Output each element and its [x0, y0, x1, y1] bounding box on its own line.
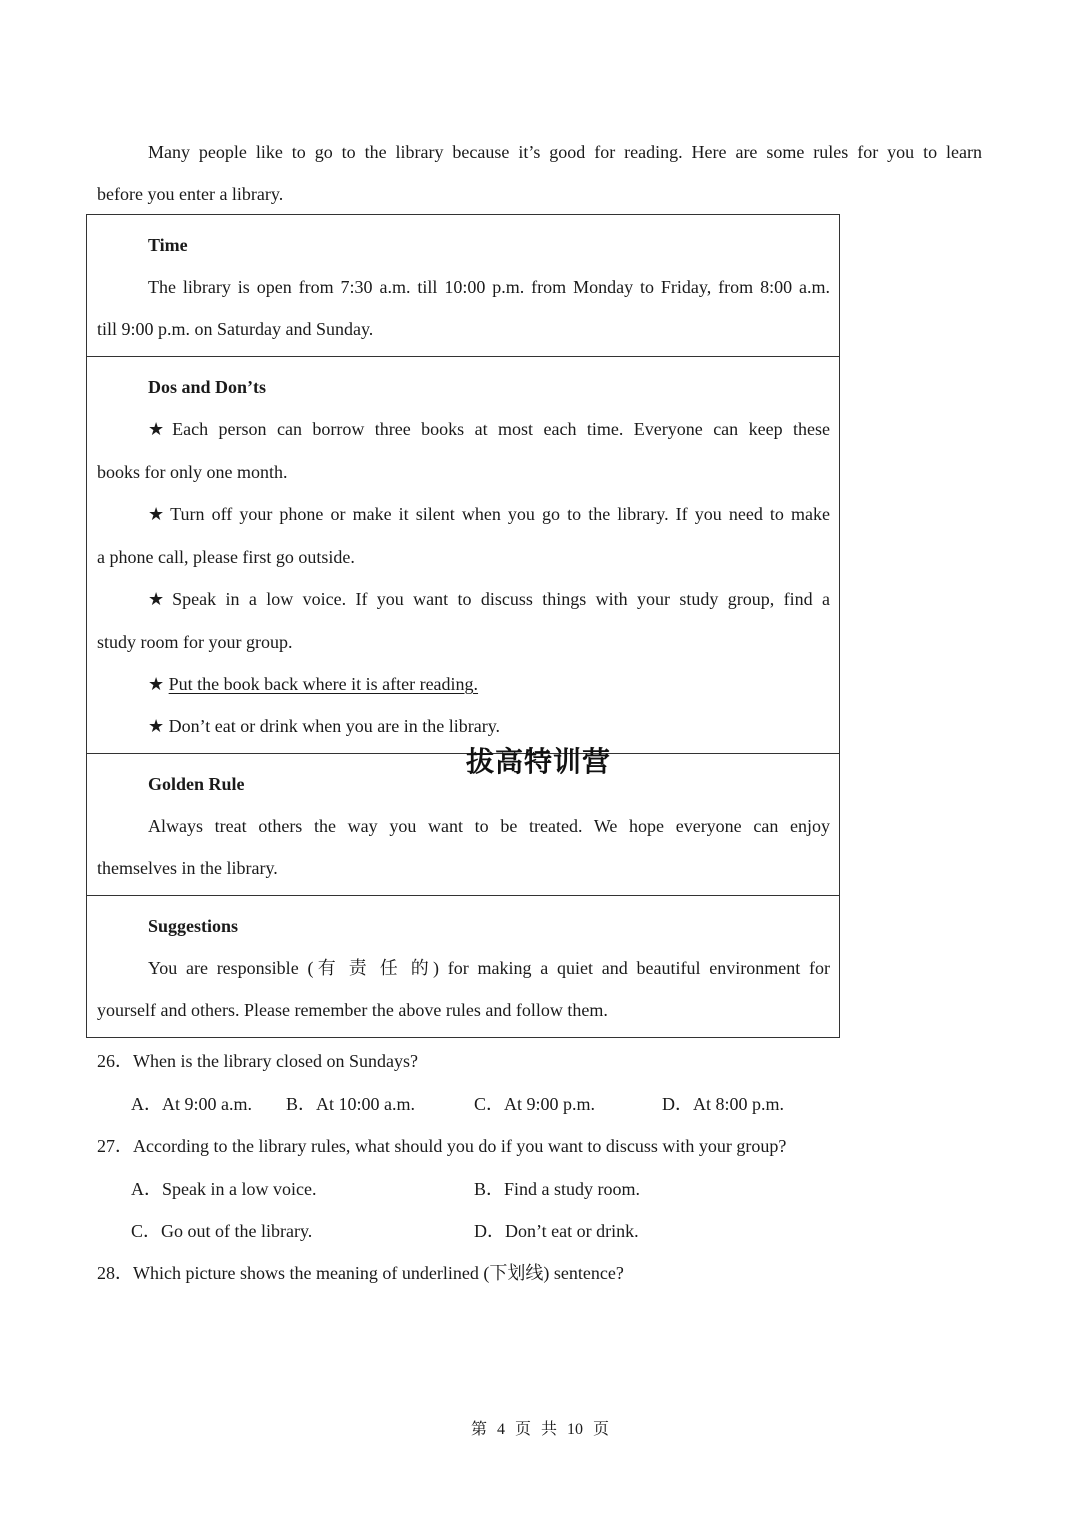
question-text: When is the library closed on Sundays? [133, 1051, 418, 1071]
question-number: 27． [97, 1136, 133, 1156]
q26-option-b[interactable]: B．At 10:00 a.m. [286, 1094, 415, 1114]
rule-5-line [148, 714, 500, 738]
question-28 [97, 1261, 624, 1285]
suggestions-line-2: yourself and others. Please remember the above rules and follow them. [97, 1000, 608, 1020]
golden-rule-line-1: Always treat others the way you want to be treated. We hope everyone can enjoy [148, 816, 830, 836]
rule-2-line-1 [148, 502, 830, 526]
underlined-sentence: Put the book back where it is after reading. [168, 674, 479, 694]
time-heading: Time [148, 235, 188, 255]
watermark-text: 拔高特训营 [466, 745, 612, 778]
star-icon: ★ [148, 589, 165, 609]
question-text: Which picture shows the meaning of underlined (下划线) sentence? [133, 1263, 624, 1283]
q26-option-a[interactable]: A．At 9:00 a.m. [131, 1094, 252, 1114]
question-number: 28． [97, 1263, 133, 1283]
q27-option-a[interactable]: A．Speak in a low voice. [131, 1179, 317, 1199]
q27-option-c[interactable]: C．Go out of the library. [131, 1221, 313, 1241]
time-line-2: till 9:00 p.m. on Saturday and Sunday. [97, 319, 374, 339]
rule-1-line-2: books for only one month. [97, 462, 288, 482]
rule-5-text: Don’t eat or drink when you are in the library. [168, 716, 501, 736]
q26-option-d[interactable]: D．At 8:00 p.m. [662, 1094, 785, 1114]
question-text: According to the library rules, what should you do if you want to discuss with your group? [133, 1136, 787, 1156]
q26-option-c[interactable]: C．At 9:00 p.m. [474, 1094, 596, 1114]
q27-option-d[interactable]: D．Don’t eat or drink. [474, 1221, 639, 1241]
question-27 [97, 1134, 786, 1158]
question-number: 26． [97, 1051, 133, 1071]
rule-2-line-2: a phone call, please first go outside. [97, 547, 355, 567]
golden-rule-heading: Golden Rule [148, 774, 245, 794]
dos-donts-heading: Dos and Don’ts [148, 377, 267, 397]
star-icon: ★ [148, 419, 165, 439]
star-icon: ★ [148, 504, 165, 524]
suggestions-line-1: You are responsible (有 责 任 的) for making a quiet and beautiful environment for [148, 958, 830, 978]
rule-3-text: Speak in a low voice. If you want to discuss things with your study group, find a [172, 589, 830, 609]
rule-2-text: Turn off your phone or make it silent when you go to the library. If you need to make [170, 504, 830, 524]
q27-option-b[interactable]: B．Find a study room. [474, 1179, 641, 1199]
question-26 [97, 1049, 418, 1073]
rule-3-line-2: study room for your group. [97, 632, 293, 652]
rule-4-line [148, 672, 478, 696]
rule-1-text: Each person can borrow three books at most each time. Everyone can keep these [172, 419, 830, 439]
star-icon: ★ [148, 716, 165, 736]
intro-line-1: Many people like to go to the library because it’s good for reading. Here are some rules for you to learn [148, 142, 982, 162]
star-icon: ★ [148, 674, 165, 694]
rule-3-line-1 [148, 587, 830, 611]
time-line-1: The library is open from 7:30 a.m. till 10:00 p.m. from Monday to Friday, from 8:00 a.m. [148, 277, 830, 297]
suggestions-heading: Suggestions [148, 916, 239, 936]
intro-line-2: before you enter a library. [97, 184, 284, 204]
rule-1-line-1 [148, 417, 830, 441]
golden-rule-line-2: themselves in the library. [97, 858, 278, 878]
page-footer: 第 4 页 共 10 页 [470, 1421, 609, 1438]
